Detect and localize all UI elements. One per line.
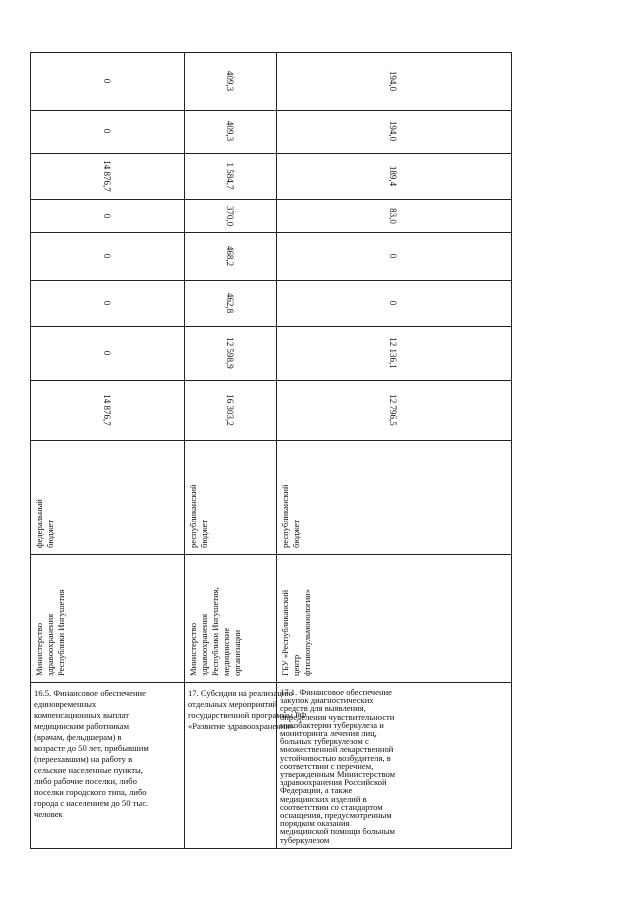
row-item-text: 17.1. Финансовое обеспечение закупок диагностических средств для выявления, определения чувствительности микобактерии туберкулеза и мониторинга лечения лиц, больных туберкулезом с множественной лекарственной устойчивостью возбудителя, в соответствии с перечнем, утвержденным Министерством здравоохранения Российской Федерации, а также медицинских изделий в соответствии со стандартом оснащения, предусмотренным порядком оказания медицинской помощи больным туберкулезом xyxy=(280,687,396,845)
value-cell: 189,4 xyxy=(388,165,398,187)
value-cell: 194,0 xyxy=(388,70,398,92)
column-divider xyxy=(184,52,185,849)
value-cell: 409,3 xyxy=(225,70,235,92)
row-executor-text: Министерство здравоохранения Республики Ингушетия xyxy=(34,589,66,676)
value-cell: 1 584,7 xyxy=(225,162,235,190)
row-executor-text: ГБУ «Республиканский центр фтизиопульмонологии» xyxy=(280,588,312,676)
value-cell: 0 xyxy=(388,253,398,259)
value-cell: 12 796,5 xyxy=(388,394,398,426)
table-border-bottom xyxy=(30,848,512,849)
row-source-text: республиканский бюджет xyxy=(280,484,301,548)
row-divider xyxy=(30,199,512,200)
value-cell: 0 xyxy=(102,128,112,134)
value-cell: 12 136,1 xyxy=(388,337,398,369)
value-cell: 194,0 xyxy=(388,120,398,142)
row-divider xyxy=(30,440,512,441)
row-divider xyxy=(30,110,512,111)
table-border-right xyxy=(511,52,512,849)
value-cell: 0 xyxy=(388,300,398,306)
row-divider xyxy=(30,380,512,381)
row-divider xyxy=(30,326,512,327)
value-cell: 0 xyxy=(102,300,112,306)
value-cell: 0 xyxy=(102,253,112,259)
row-divider xyxy=(30,554,512,555)
row-divider xyxy=(30,232,512,233)
value-cell: 12 598,9 xyxy=(225,337,235,369)
value-cell: 0 xyxy=(102,213,112,219)
value-cell: 370,0 xyxy=(225,205,235,227)
value-cell: 0 xyxy=(102,78,112,84)
row-item-text: 16.5. Финансовое обеспечение единовременных компенсационных выплат медицинским работникам (врачам, фельдшерам) в возрасте до 50 лет, прибывшим (переехавшим) на работу в сельские населенные пункты, либо рабочие поселки, либо поселки городского типа, либо города с населением до 50 тыс. человек xyxy=(34,688,149,819)
value-cell: 14 876,7 xyxy=(102,160,112,192)
table-border-left xyxy=(30,52,31,849)
value-cell: 16 303,2 xyxy=(225,394,235,426)
value-cell: 409,3 xyxy=(225,120,235,142)
row-source-text: федеральный бюджет xyxy=(34,499,55,548)
row-divider xyxy=(30,153,512,154)
table-border-top xyxy=(30,52,512,53)
value-cell: 0 xyxy=(102,350,112,356)
value-cell: 468,2 xyxy=(225,245,235,267)
row-source-text: республиканский бюджет xyxy=(188,484,209,548)
value-cell: 14 876,7 xyxy=(102,394,112,426)
value-cell: 462,8 xyxy=(225,292,235,314)
row-executor-text: Министерство здравоохранения Республики Ингушетия, медицинские организации xyxy=(188,587,242,676)
row-divider xyxy=(30,280,512,281)
row-item-text: 17. Субсидия на реализацию отдельных мероприятий государственной программы РФ «Развитие здравоохранения» xyxy=(188,688,307,731)
value-cell: 83,0 xyxy=(388,208,398,224)
row-divider xyxy=(30,682,512,683)
